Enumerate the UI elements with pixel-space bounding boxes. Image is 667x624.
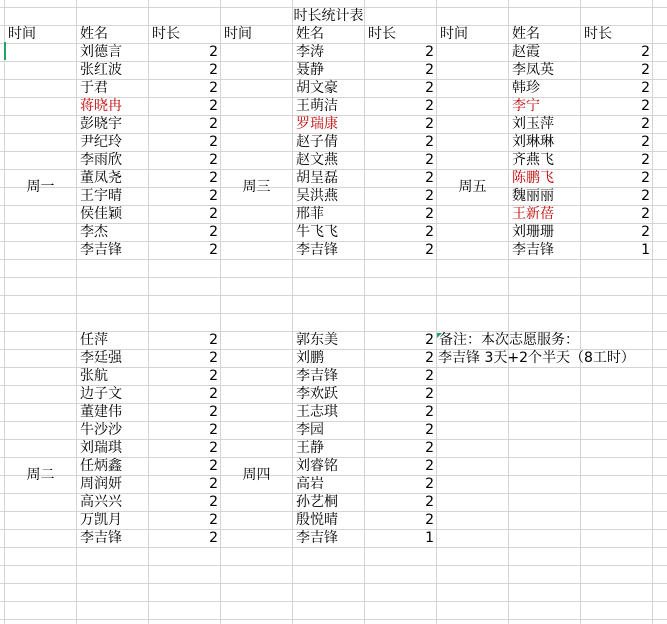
name-cell[interactable]: 牛飞飞 [296, 224, 338, 240]
name-cell[interactable]: 李欢跃 [296, 386, 338, 402]
name-cell[interactable]: 胡呈磊 [296, 170, 338, 186]
day-cell[interactable]: 周一 [26, 179, 55, 195]
duration-cell[interactable]: 2 [425, 440, 434, 456]
name-cell[interactable]: 李园 [296, 422, 324, 438]
note-line-1[interactable]: 备注：本次志愿服务： [439, 332, 579, 348]
duration-cell[interactable]: 2 [641, 116, 650, 132]
duration-cell[interactable]: 2 [209, 422, 218, 438]
duration-cell[interactable]: 2 [425, 476, 434, 492]
name-cell[interactable]: 刘鹏 [296, 350, 324, 366]
duration-cell[interactable]: 2 [209, 80, 218, 96]
duration-cell[interactable]: 2 [209, 116, 218, 132]
name-cell[interactable]: 郭东美 [296, 332, 338, 348]
duration-cell[interactable]: 2 [425, 188, 434, 204]
name-cell[interactable]: 李吉锋 [296, 368, 338, 384]
name-cell[interactable]: 陈鹏飞 [512, 170, 554, 186]
duration-cell[interactable]: 2 [425, 494, 434, 510]
duration-cell[interactable]: 2 [209, 62, 218, 78]
duration-cell[interactable]: 2 [209, 44, 218, 60]
duration-cell[interactable]: 2 [641, 98, 650, 114]
duration-cell[interactable]: 2 [209, 134, 218, 150]
duration-cell[interactable]: 2 [425, 134, 434, 150]
duration-cell[interactable]: 2 [209, 530, 218, 546]
comment-indicator-icon [437, 333, 442, 338]
duration-cell[interactable]: 2 [425, 98, 434, 114]
name-cell[interactable]: 李凤英 [512, 62, 554, 78]
header-time-cell[interactable]: 时间 [440, 26, 468, 42]
duration-cell[interactable]: 2 [641, 170, 650, 186]
name-cell[interactable]: 于君 [80, 80, 108, 96]
duration-cell[interactable]: 2 [425, 80, 434, 96]
name-cell[interactable]: 边子文 [80, 386, 122, 402]
gridline-horizontal [0, 547, 667, 548]
name-cell[interactable]: 聂静 [296, 62, 324, 78]
header-name-cell[interactable]: 姓名 [296, 26, 324, 42]
name-cell[interactable]: 董建伟 [80, 404, 122, 420]
name-cell[interactable]: 赵文燕 [296, 152, 338, 168]
name-cell[interactable]: 李涛 [296, 44, 324, 60]
header-name-cell[interactable]: 姓名 [512, 26, 540, 42]
name-cell[interactable]: 殷悦晴 [296, 512, 338, 528]
name-cell[interactable]: 牛沙沙 [80, 422, 122, 438]
duration-cell[interactable]: 2 [425, 152, 434, 168]
duration-cell[interactable]: 2 [209, 170, 218, 186]
header-duration-cell[interactable]: 时长 [152, 26, 180, 42]
name-cell[interactable]: 邢菲 [296, 206, 324, 222]
day-cell[interactable]: 周三 [242, 179, 271, 195]
name-cell[interactable]: 李吉锋 [512, 242, 554, 258]
duration-cell[interactable]: 2 [425, 458, 434, 474]
name-cell[interactable]: 王宇晴 [80, 188, 122, 204]
name-cell[interactable]: 魏丽丽 [512, 188, 554, 204]
gridline-horizontal [0, 259, 667, 260]
duration-cell[interactable]: 2 [209, 188, 218, 204]
duration-cell[interactable]: 2 [425, 170, 434, 186]
gridline-horizontal [0, 565, 667, 566]
name-cell[interactable]: 刘德言 [80, 44, 122, 60]
duration-cell[interactable]: 2 [425, 62, 434, 78]
duration-cell[interactable]: 2 [209, 224, 218, 240]
duration-cell[interactable]: 2 [641, 224, 650, 240]
name-cell[interactable]: 王志琪 [296, 404, 338, 420]
duration-cell[interactable]: 2 [209, 440, 218, 456]
duration-cell[interactable]: 2 [425, 44, 434, 60]
duration-cell[interactable]: 2 [425, 116, 434, 132]
name-cell[interactable]: 胡文豪 [296, 80, 338, 96]
name-cell[interactable]: 吴洪燕 [296, 188, 338, 204]
name-cell[interactable]: 李吉锋 [80, 242, 122, 258]
day-cell[interactable]: 周五 [458, 179, 487, 195]
header-duration-cell[interactable]: 时长 [584, 26, 612, 42]
gridline-horizontal [0, 295, 667, 296]
name-cell[interactable]: 刘睿铭 [296, 458, 338, 474]
name-cell[interactable]: 任炳鑫 [80, 458, 122, 474]
duration-cell[interactable]: 2 [425, 332, 434, 348]
duration-cell[interactable]: 2 [425, 206, 434, 222]
duration-cell[interactable]: 2 [209, 404, 218, 420]
name-cell[interactable]: 刘玉萍 [512, 116, 554, 132]
day-cell[interactable]: 周二 [26, 467, 55, 483]
name-cell[interactable]: 蒋晓冉 [80, 98, 122, 114]
note-line-2[interactable]: 李吉锋 3天+2个半天（8工时） [438, 350, 635, 366]
name-cell[interactable]: 张红波 [80, 62, 122, 78]
duration-cell[interactable]: 2 [209, 242, 218, 258]
name-cell[interactable]: 刘珊珊 [512, 224, 554, 240]
name-cell[interactable]: 任萍 [80, 332, 108, 348]
duration-cell[interactable]: 2 [209, 494, 218, 510]
name-cell[interactable]: 张航 [80, 368, 108, 384]
gridline-vertical [652, 0, 653, 624]
duration-cell[interactable]: 2 [209, 368, 218, 384]
duration-cell[interactable]: 2 [425, 368, 434, 384]
duration-cell[interactable]: 2 [641, 80, 650, 96]
duration-cell[interactable]: 2 [209, 152, 218, 168]
duration-cell[interactable]: 1 [425, 530, 434, 546]
name-cell[interactable]: 王新蓓 [512, 206, 554, 222]
duration-cell[interactable]: 2 [209, 476, 218, 492]
name-cell[interactable]: 李宁 [512, 98, 540, 114]
duration-cell[interactable]: 2 [425, 512, 434, 528]
duration-cell[interactable]: 2 [209, 512, 218, 528]
duration-cell[interactable]: 2 [641, 134, 650, 150]
header-name-cell[interactable]: 姓名 [80, 26, 108, 42]
name-cell[interactable]: 罗瑞康 [296, 116, 338, 132]
name-cell[interactable]: 齐燕飞 [512, 152, 554, 168]
duration-cell[interactable]: 2 [641, 44, 650, 60]
duration-cell[interactable]: 2 [209, 98, 218, 114]
name-cell[interactable]: 王萌洁 [296, 98, 338, 114]
name-cell[interactable]: 孙艺桐 [296, 494, 338, 510]
name-cell[interactable]: 刘瑞琪 [80, 440, 122, 456]
name-cell[interactable]: 韩珍 [512, 80, 540, 96]
gridline-horizontal [0, 583, 667, 584]
duration-cell[interactable]: 2 [641, 188, 650, 204]
gridline-horizontal [0, 619, 667, 620]
duration-cell[interactable]: 2 [641, 152, 650, 168]
header-time-cell[interactable]: 时间 [224, 26, 252, 42]
gridline-horizontal [0, 601, 667, 602]
name-cell[interactable]: 董凤尧 [80, 170, 122, 186]
duration-cell[interactable]: 2 [209, 332, 218, 348]
gridline-horizontal [0, 313, 667, 314]
name-cell[interactable]: 尹纪玲 [80, 134, 122, 150]
name-cell[interactable]: 李吉锋 [80, 530, 122, 546]
name-cell[interactable]: 赵霞 [512, 44, 540, 60]
name-cell[interactable]: 王静 [296, 440, 324, 456]
name-cell[interactable]: 李雨欣 [80, 152, 122, 168]
name-cell[interactable]: 高兴兴 [80, 494, 122, 510]
duration-cell[interactable]: 2 [209, 350, 218, 366]
name-cell[interactable]: 赵子倩 [296, 134, 338, 150]
name-cell[interactable]: 万凯月 [80, 512, 122, 528]
day-cell[interactable]: 周四 [242, 467, 271, 483]
duration-cell[interactable]: 2 [425, 224, 434, 240]
duration-cell[interactable]: 2 [425, 422, 434, 438]
name-cell[interactable]: 李廷强 [80, 350, 122, 366]
duration-cell[interactable]: 2 [425, 404, 434, 420]
name-cell[interactable]: 彭晓宇 [80, 116, 122, 132]
name-cell[interactable]: 李吉锋 [296, 530, 338, 546]
duration-cell[interactable]: 2 [425, 242, 434, 258]
duration-cell[interactable]: 2 [425, 386, 434, 402]
name-cell[interactable]: 刘琳琳 [512, 134, 554, 150]
gridline-horizontal [0, 277, 667, 278]
duration-cell[interactable]: 2 [425, 350, 434, 366]
header-time-cell[interactable]: 时间 [8, 26, 36, 42]
name-cell[interactable]: 李杰 [80, 224, 108, 240]
duration-cell[interactable]: 2 [641, 62, 650, 78]
name-cell[interactable]: 侯佳颖 [80, 206, 122, 222]
duration-cell[interactable]: 2 [209, 458, 218, 474]
duration-cell[interactable]: 2 [209, 386, 218, 402]
duration-cell[interactable]: 2 [209, 206, 218, 222]
duration-cell[interactable]: 1 [641, 242, 650, 258]
duration-cell[interactable]: 2 [641, 206, 650, 222]
name-cell[interactable]: 周润妍 [80, 476, 122, 492]
name-cell[interactable]: 高岩 [296, 476, 324, 492]
name-cell[interactable]: 李吉锋 [296, 242, 338, 258]
sheet-title[interactable]: 时长统计表 [293, 8, 364, 24]
header-duration-cell[interactable]: 时长 [368, 26, 396, 42]
